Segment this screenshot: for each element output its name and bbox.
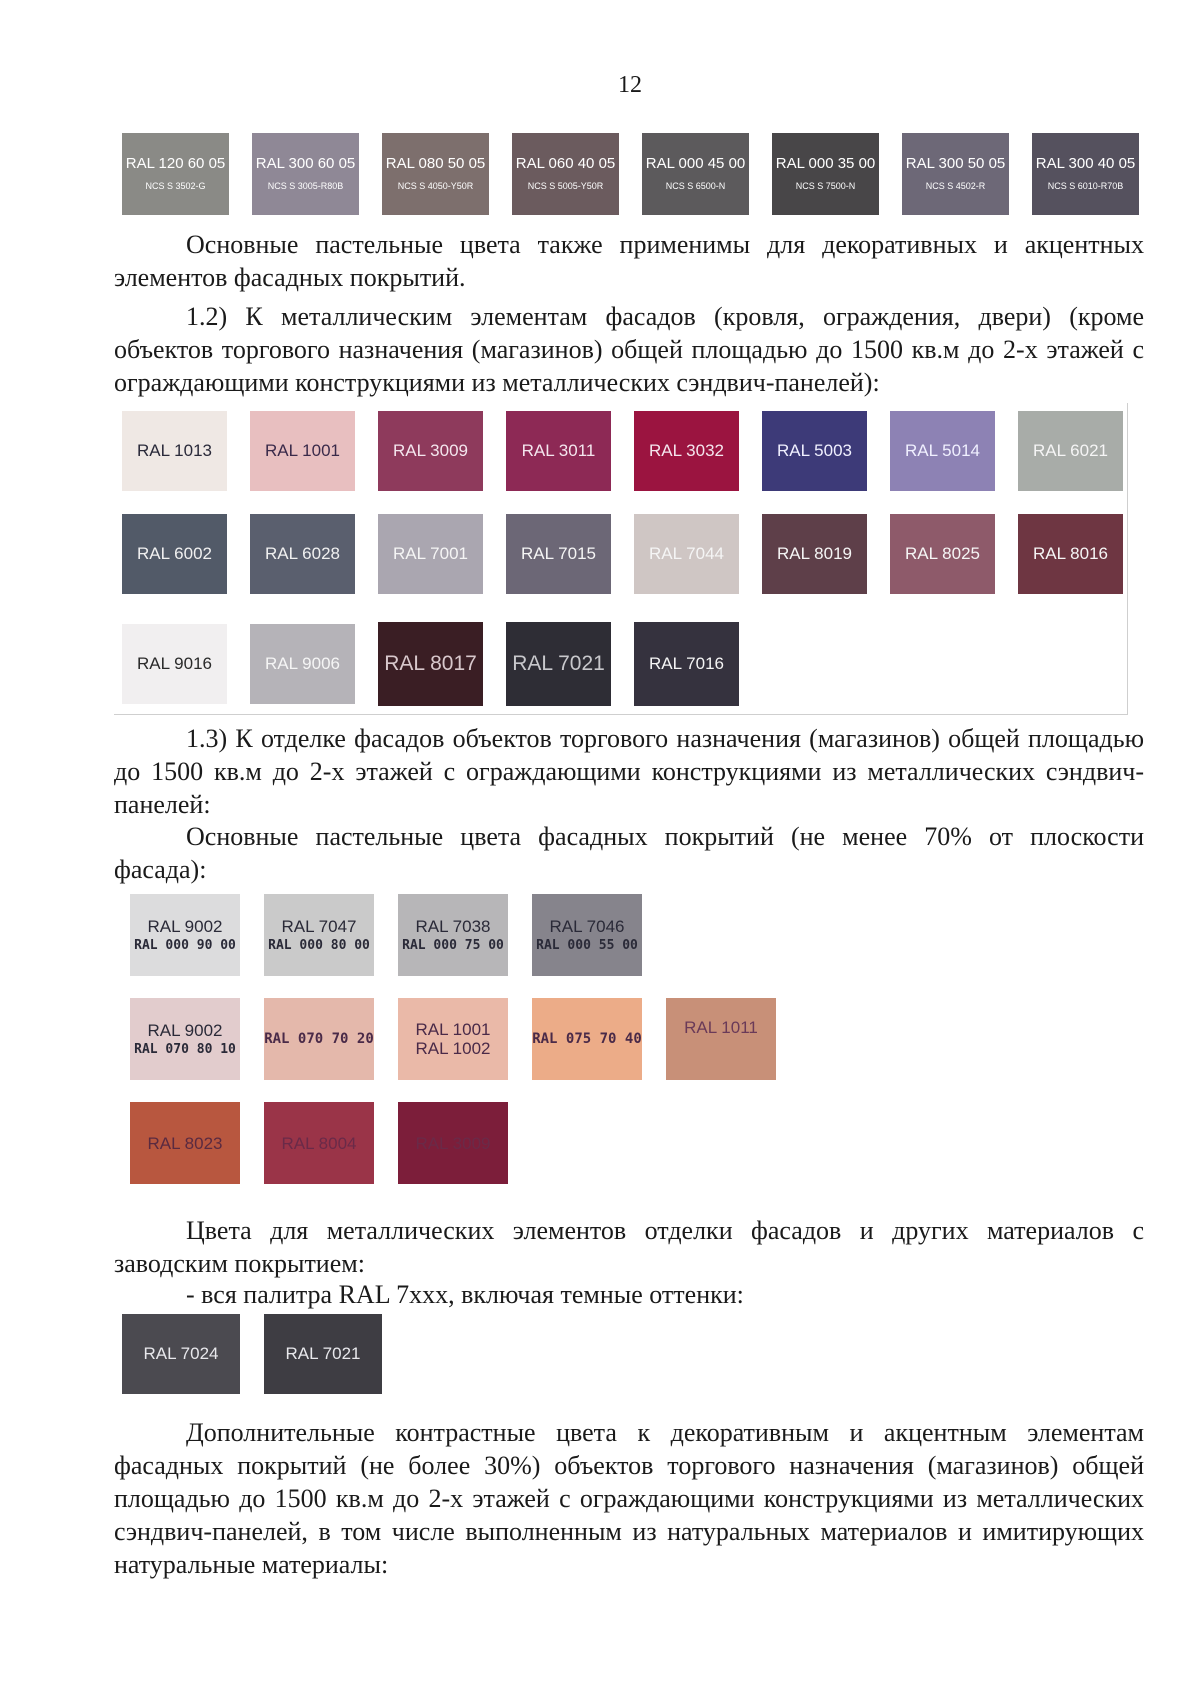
- swatch-code: RAL 7024: [143, 1344, 219, 1363]
- swatch-code: RAL 1001: [415, 1020, 491, 1039]
- swatch-code: RAL 6002: [137, 544, 212, 563]
- color-swatch: [762, 411, 867, 491]
- color-swatch: [1018, 411, 1123, 491]
- swatch-code: RAL 3011: [521, 441, 596, 460]
- swatch-code: RAL 5003: [777, 441, 852, 460]
- swatch-code-secondary: RAL 000 55 00: [536, 937, 638, 953]
- color-swatch: [762, 514, 867, 594]
- swatch-ncs: NCS S 3005-R80B: [267, 181, 344, 191]
- color-swatch: [130, 894, 240, 976]
- swatch-code: RAL 7021: [285, 1344, 361, 1363]
- swatch-code: RAL 3009: [415, 1133, 491, 1153]
- swatch-ncs: NCS S 7500-N: [795, 181, 856, 191]
- color-swatch: [506, 411, 611, 491]
- swatch-ncs: NCS S 4050-Y50R: [397, 181, 474, 191]
- color-swatch: [902, 133, 1009, 215]
- color-swatch: [122, 514, 227, 594]
- color-swatch: [264, 1102, 374, 1184]
- color-swatch: [634, 411, 739, 491]
- swatch-code: RAL 8019: [777, 544, 852, 563]
- color-swatch: [130, 998, 240, 1080]
- swatch-code: RAL 9006: [265, 654, 340, 673]
- swatch-ncs: NCS S 5005-Y50R: [527, 181, 604, 191]
- swatch-code: RAL 8004: [281, 1133, 357, 1153]
- page-number: 12: [618, 72, 642, 98]
- swatch-code: RAL 6021: [1033, 441, 1108, 460]
- color-swatch: [772, 133, 879, 215]
- color-swatch: [250, 514, 355, 594]
- color-swatch: [642, 133, 749, 215]
- swatch-code: RAL 000 45 00: [645, 155, 746, 172]
- swatch-code: RAL 7016: [649, 654, 724, 673]
- color-swatch: [890, 411, 995, 491]
- color-swatch: [398, 1102, 508, 1184]
- swatch-code: RAL 300 60 05: [255, 155, 356, 172]
- color-swatch: [264, 998, 374, 1080]
- color-swatch: [532, 894, 642, 976]
- color-swatch: [666, 998, 776, 1080]
- paragraph: Дополнительные контрастные цвета к декоративным и акцентным элементам фасадных покрытий (не более 30%) объектов торгового назначения (магазинов) общей площадью до 1500 кв.м до 2-х этажей с ограждающими конструкциями из металлических сэндвич-панелей, в том числе выполненным из натуральных материалов и имитирующих натуральные материалы:: [114, 1418, 1144, 1579]
- swatch-code: RAL 000 35 00: [775, 155, 876, 172]
- paragraph: Основные пастельные цвета также применимы для декоративных и акцентных элементов фасадных покрытий.: [114, 230, 1144, 292]
- color-swatch: [398, 894, 508, 976]
- swatch-code: RAL 7047: [281, 916, 357, 936]
- paragraph: Цвета для металлических элементов отделки фасадов и других материалов с заводским покрытием:: [114, 1216, 1144, 1278]
- paragraph: 1.2) К металлическим элементам фасадов (кровля, ограждения, двери) (кроме объектов торгового назначения (магазинов) общей площадью до 1500 кв.м до 2-х этажей с ограждающими конструкциями из металлических сэндвич-панелей):: [114, 302, 1144, 397]
- swatch-code: RAL 8016: [1033, 544, 1108, 563]
- color-swatch: [634, 514, 739, 594]
- swatch-code: RAL 070 70 20: [264, 1031, 374, 1047]
- swatch-code: RAL 7038: [415, 916, 491, 936]
- color-swatch: [634, 622, 739, 706]
- color-swatch: [512, 133, 619, 215]
- color-swatch: [1032, 133, 1139, 215]
- swatch-code: RAL 080 50 05: [385, 155, 486, 172]
- color-swatch: [122, 624, 227, 704]
- swatch-code: RAL 6028: [265, 544, 340, 563]
- swatch-code: RAL 075 70 40: [532, 1031, 642, 1047]
- swatch-code-secondary: RAL 000 75 00: [402, 937, 504, 953]
- color-swatch: [378, 622, 483, 706]
- swatch-code-secondary: RAL 070 80 10: [134, 1041, 236, 1057]
- color-swatch: [130, 1102, 240, 1184]
- swatch-code: RAL 7021: [512, 652, 605, 675]
- swatch-code-secondary: RAL 000 80 00: [268, 937, 370, 953]
- swatch-code: RAL 8017: [384, 652, 477, 675]
- color-swatch: [122, 411, 227, 491]
- color-swatch: [506, 514, 611, 594]
- swatch-code: RAL 7015: [521, 544, 596, 563]
- swatch-code: RAL 9016: [137, 654, 212, 673]
- swatch-ncs: NCS S 6010-R70B: [1047, 181, 1124, 191]
- swatch-code: RAL 1011: [684, 1018, 758, 1037]
- paragraph: 1.3) К отделке фасадов объектов торгового назначения (магазинов) общей площадью до 1500 кв.м до 2-х этажей с ограждающими конструкциями из металлических сэндвич-панелей:: [114, 724, 1144, 819]
- swatch-code-secondary: RAL 1002: [415, 1039, 491, 1058]
- color-swatch: [378, 411, 483, 491]
- swatch-code: RAL 3032: [649, 441, 724, 460]
- swatch-code: RAL 3009: [393, 441, 468, 460]
- swatch-code: RAL 9002: [147, 916, 223, 936]
- color-swatch: [250, 624, 355, 704]
- swatch-code: RAL 7046: [549, 916, 625, 936]
- swatch-code: RAL 300 50 05: [905, 155, 1006, 172]
- color-swatch: [382, 133, 489, 215]
- swatch-code: RAL 1001: [265, 441, 340, 460]
- color-swatch: [1018, 514, 1123, 594]
- color-swatch: [264, 1314, 382, 1394]
- swatch-code: RAL 8023: [147, 1133, 223, 1153]
- color-swatch: [378, 514, 483, 594]
- swatch-ncs: NCS S 3502-G: [145, 181, 206, 191]
- swatch-code: RAL 300 40 05: [1035, 155, 1136, 172]
- paragraph: Основные пастельные цвета фасадных покрытий (не менее 70% от плоскости фасада):: [114, 822, 1144, 884]
- color-swatch: [532, 998, 642, 1080]
- color-swatch: [398, 998, 508, 1080]
- swatch-code: RAL 9002: [147, 1020, 223, 1040]
- color-swatch: [264, 894, 374, 976]
- swatch-code: RAL 5014: [905, 441, 980, 460]
- paragraph: - вся палитра RAL 7ххх, включая темные оттенки:: [186, 1280, 744, 1309]
- color-swatch: [506, 622, 611, 706]
- swatch-code: RAL 7001: [393, 544, 468, 563]
- swatch-code: RAL 8025: [905, 544, 980, 563]
- swatch-code: RAL 1013: [137, 441, 212, 460]
- swatch-code-secondary: RAL 000 90 00: [134, 937, 236, 953]
- color-swatch: [122, 133, 229, 215]
- swatch-code: RAL 060 40 05: [515, 155, 616, 172]
- swatch-code: RAL 120 60 05: [125, 155, 226, 172]
- color-swatch: [122, 1314, 240, 1394]
- swatch-ncs: NCS S 6500-N: [665, 181, 726, 191]
- swatch-code: RAL 7044: [649, 544, 724, 563]
- color-swatch: [250, 411, 355, 491]
- color-swatch: [252, 133, 359, 215]
- color-swatch: [890, 514, 995, 594]
- swatch-ncs: NCS S 4502-R: [925, 181, 986, 191]
